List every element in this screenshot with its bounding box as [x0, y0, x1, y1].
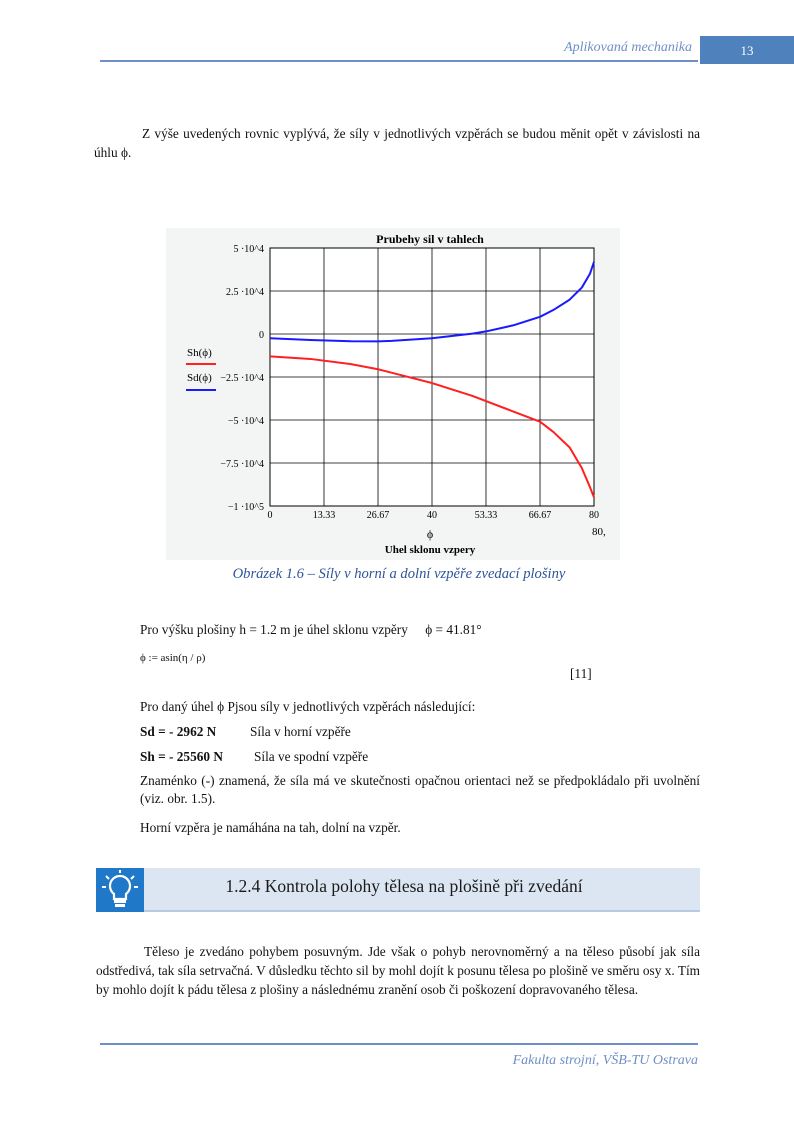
- x-tick-label: 53.33: [474, 510, 498, 521]
- page-number: 13: [700, 36, 794, 64]
- x-end-note: 80,: [592, 526, 606, 538]
- footer-text: Fakulta strojní, VŠB-TU Ostrava: [512, 1053, 698, 1068]
- sh-line: [140, 747, 700, 766]
- angle-line: [140, 620, 700, 639]
- outro-text: Těleso je zvedáno pohybem posuvným. Jde však o pohyb nerovnoměrný a na těleso působí jak síla odstředivá, tak síla setrvačná. V důsledku těchto sil by mohl dojít k posunu tělesa po plošině ve směru osy x. Tím by mohlo dojít k pádu tělesa z plošiny a následnému zranění osob či poškození dopravovaného tělesa.: [96, 944, 700, 997]
- x-tick-label: 0: [267, 510, 273, 521]
- y-tick-label: −1 ·10^5: [227, 502, 264, 513]
- angle-text: Pro výšku plošiny h = 1.2 m je úhel sklonu vzpěry: [140, 622, 408, 637]
- load-note: Horní vzpěra je namáhána na tah, dolní na vzpěr.: [140, 820, 401, 835]
- sd-line: [140, 722, 700, 741]
- y-tick-label: 0: [259, 330, 264, 341]
- header-title: Aplikovaná mechanika: [564, 40, 692, 55]
- footer-rule: [100, 1043, 698, 1045]
- sh-description: Síla ve spodní vzpěře: [254, 749, 369, 764]
- force-chart: [160, 228, 620, 560]
- legend-label-sh: Sh(ϕ): [187, 347, 212, 359]
- y-tick-label: −2.5 ·10^4: [220, 373, 264, 384]
- outro-paragraph: [96, 942, 700, 999]
- x-tick-label: 66.67: [528, 510, 552, 521]
- formula: ϕ := asin(η / ρ): [140, 652, 206, 664]
- x-tick-label: 26.67: [366, 510, 390, 521]
- sd-description: Síla v horní vzpěře: [250, 724, 351, 739]
- y-tick-label: 2.5 ·10^4: [225, 287, 264, 298]
- lightbulb-icon: [96, 868, 144, 912]
- intro-text: Z výše uvedených rovnic vyplývá, že síly v jednotlivých vzpěrách se budou měnit opět v závislosti na úhlu ϕ.: [94, 126, 700, 160]
- sign-note: Znaménko (-) znamená, že síla má ve skutečnosti opačnou orientaci než se předpokládalo při uvolnění (viz. obr. 1.5).: [140, 773, 700, 806]
- angle-value: ϕ = 41.81°: [425, 622, 482, 637]
- section-title: 1.2.4 Kontrola polohy tělesa na plošině při zvedání: [225, 876, 583, 896]
- y-tick-label: 5 ·10^4: [233, 244, 264, 255]
- header-rule: [100, 60, 698, 62]
- y-tick-label: −5 ·10^4: [227, 416, 264, 427]
- equation-reference: [11]: [570, 666, 592, 681]
- chart-title: Prubehy sil v tahlech: [376, 232, 484, 246]
- x-symbol: ϕ: [426, 527, 434, 541]
- x-tick-label: 13.33: [312, 510, 336, 521]
- x-axis-label: Uhel sklonu vzpery: [384, 544, 476, 556]
- intro-paragraph: [94, 124, 700, 162]
- legend-label-sd: Sd(ϕ): [187, 372, 212, 384]
- y-tick-label: −7.5 ·10^4: [220, 459, 264, 470]
- figure-caption: Obrázek 1.6 – Síly v horní a dolní vzpěře zvedací plošiny: [232, 566, 566, 582]
- x-tick-label: 80: [589, 510, 599, 521]
- x-tick-label: 40: [427, 510, 437, 521]
- sd-value: Sd = - 2962 N: [140, 724, 217, 739]
- sh-value: Sh = - 25560 N: [140, 749, 223, 764]
- forces-intro: Pro daný úhel ϕ Pjsou síly v jednotlivých vzpěrách následující:: [140, 699, 476, 714]
- plot-area: [270, 248, 594, 506]
